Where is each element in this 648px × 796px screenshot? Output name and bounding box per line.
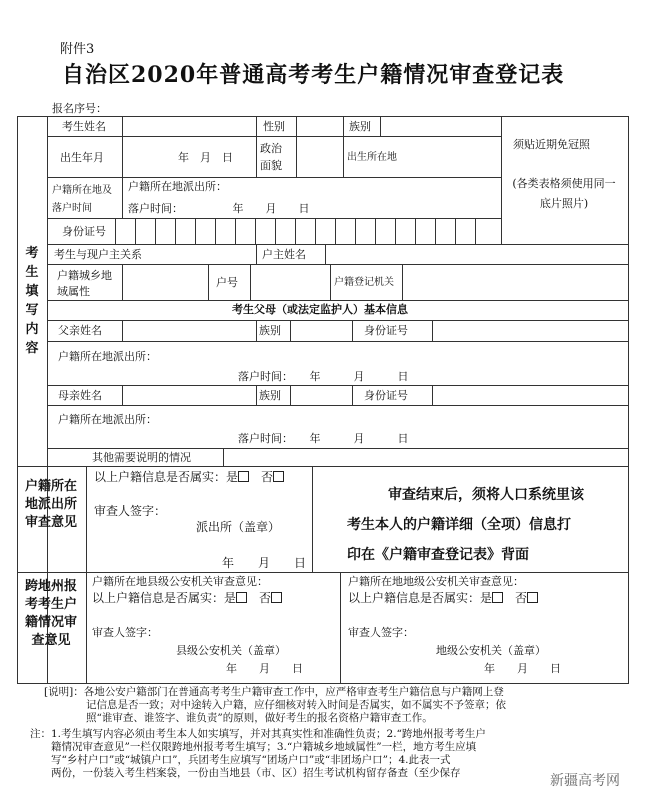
prefecture-opinion-title: 户籍所在地地级公安机关审查意见： bbox=[348, 575, 524, 588]
prefecture-date: 年 月 日 bbox=[484, 662, 561, 675]
photo-note: 须贴近期免冠照 bbox=[513, 138, 590, 151]
id-number-label: 身份证号 bbox=[62, 225, 106, 238]
photo-slot[interactable] bbox=[502, 117, 628, 244]
birth-label: 出生年月 bbox=[60, 151, 104, 164]
explanation-line-3: 照“谁审查、谁签字、谁负责”的原则，做好考生的报名资格户籍审查工作。 bbox=[44, 712, 433, 724]
county-signer-label: 审查人签字： bbox=[92, 626, 158, 639]
ethnicity-label: 族别 bbox=[349, 120, 371, 133]
hukou-org-label: 户籍登记机关 bbox=[334, 277, 394, 288]
hukou-no-label: 户号 bbox=[216, 276, 238, 289]
reg-no-label: 报名序号： bbox=[52, 102, 107, 115]
father-name-label: 父亲姓名 bbox=[58, 324, 102, 337]
prefecture-verify-question: 以上户籍信息是否属实：是 否 bbox=[348, 591, 538, 605]
cross-section-label: 跨地州报考考生户籍情况审查意见 bbox=[25, 579, 78, 648]
relation-label: 考生与现户主关系 bbox=[54, 248, 142, 261]
county-seal-label: 县级公安机关（盖章） bbox=[176, 644, 286, 657]
county-no-checkbox[interactable] bbox=[271, 592, 282, 603]
mother-name-label: 母亲姓名 bbox=[58, 389, 102, 402]
father-ethnicity-label: 族别 bbox=[259, 324, 281, 337]
father-station-label: 户籍所在地派出所： bbox=[58, 350, 157, 363]
prefecture-signer-label: 审查人签字： bbox=[348, 626, 414, 639]
yes-checkbox[interactable] bbox=[238, 471, 249, 482]
parents-header: 考生父母（或法定监护人）基本信息 bbox=[232, 303, 408, 316]
hukou-station-text: 户籍所在地派出所： bbox=[128, 180, 227, 193]
photo-note-2: (各类表格须使用同一底片照片) bbox=[512, 177, 616, 210]
remark-line-2: 籍情况审查意见”一栏仅限跨地州报考考生填写；3.“户籍城乡地域属性”一栏，地方考生应填 bbox=[30, 741, 477, 753]
mother-station-label: 户籍所在地派出所： bbox=[58, 413, 157, 426]
father-settle-time: 落户时间： 年 月 日 bbox=[238, 370, 409, 383]
remark-line-4: 两份，一份装入考生档案袋，一份由当地县（市、区）招生考试机构留存备查（至少保存 bbox=[30, 767, 461, 779]
explanation-line-1: [说明]：各地公安户籍部门在普通高考考生户籍审查工作中，应严格审查考生户籍信息与户籍网上登 bbox=[44, 686, 504, 698]
annex-label: 附件3 bbox=[60, 42, 95, 57]
birth-date-placeholder[interactable]: 年 月 日 bbox=[178, 151, 233, 164]
gender-label: 性别 bbox=[263, 120, 285, 133]
mother-ethnicity-label: 族别 bbox=[259, 389, 281, 402]
remark-line-3: 写“乡村户口”或“城镇户口”，兵团考生应填写“团场户口”或“非团场户口”；4.此表一式 bbox=[30, 754, 451, 766]
hukou-station-label: 户籍所在地及落户时间 bbox=[52, 185, 112, 214]
county-yes-checkbox[interactable] bbox=[236, 592, 247, 603]
station-date: 年 月 日 bbox=[222, 556, 307, 570]
county-opinion-title: 户籍所在地县级公安机关审查意见： bbox=[92, 575, 268, 588]
birthplace-label: 出生所在地 bbox=[347, 152, 397, 163]
hukou-settle-time: 落户时间： 年 月 日 bbox=[128, 202, 310, 215]
father-id-label: 身份证号 bbox=[364, 324, 408, 337]
county-verify-question: 以上户籍信息是否属实：是 否 bbox=[92, 591, 282, 605]
householder-label: 户主姓名 bbox=[262, 248, 306, 261]
candidate-section-label: 考生填写内容 bbox=[25, 246, 39, 356]
political-label: 政治面貌 bbox=[260, 142, 282, 172]
county-date: 年 月 日 bbox=[226, 662, 303, 675]
station-verify-question: 以上户籍信息是否属实：是 否 bbox=[94, 470, 284, 484]
station-seal-label: 派出所（盖章） bbox=[196, 520, 281, 534]
mother-id-label: 身份证号 bbox=[364, 389, 408, 402]
station-section-label: 户籍所在地派出所审查意见 bbox=[25, 479, 78, 530]
prefecture-no-checkbox[interactable] bbox=[527, 592, 538, 603]
station-notice-line-1: 审查结束后，须将人口系统里该 bbox=[388, 487, 584, 503]
station-notice-line-2: 考生本人的户籍详细（全项）信息打 bbox=[347, 517, 571, 533]
no-checkbox[interactable] bbox=[273, 471, 284, 482]
prefecture-seal-label: 地级公安机关（盖章） bbox=[436, 644, 546, 657]
station-notice-line-3: 印在《户籍审查登记表》背面 bbox=[347, 547, 529, 563]
watermark: 新疆高考网 bbox=[550, 773, 620, 789]
prefecture-yes-checkbox[interactable] bbox=[492, 592, 503, 603]
remark-line-1: 注：1.考生填写内容必须由考生本人如实填写，并对其真实性和准确性负责；2.“跨地州报考考生户 bbox=[30, 728, 486, 740]
urban-rural-label: 户籍城乡地域属性 bbox=[57, 269, 112, 298]
mother-settle-time: 落户时间： 年 月 日 bbox=[238, 432, 409, 445]
page-title: 自治区2020年普通高考考生户籍情况审查登记表 bbox=[62, 62, 565, 88]
other-notes-label: 其他需要说明的情况 bbox=[92, 451, 191, 464]
explanation-line-2: 记信息是否一致；对中途转入户籍，应仔细核对转入时间是否属实，如不属实不予签章；依 bbox=[44, 699, 506, 711]
station-signer-label: 审查人签字： bbox=[94, 504, 167, 518]
candidate-name-label: 考生姓名 bbox=[62, 120, 106, 133]
